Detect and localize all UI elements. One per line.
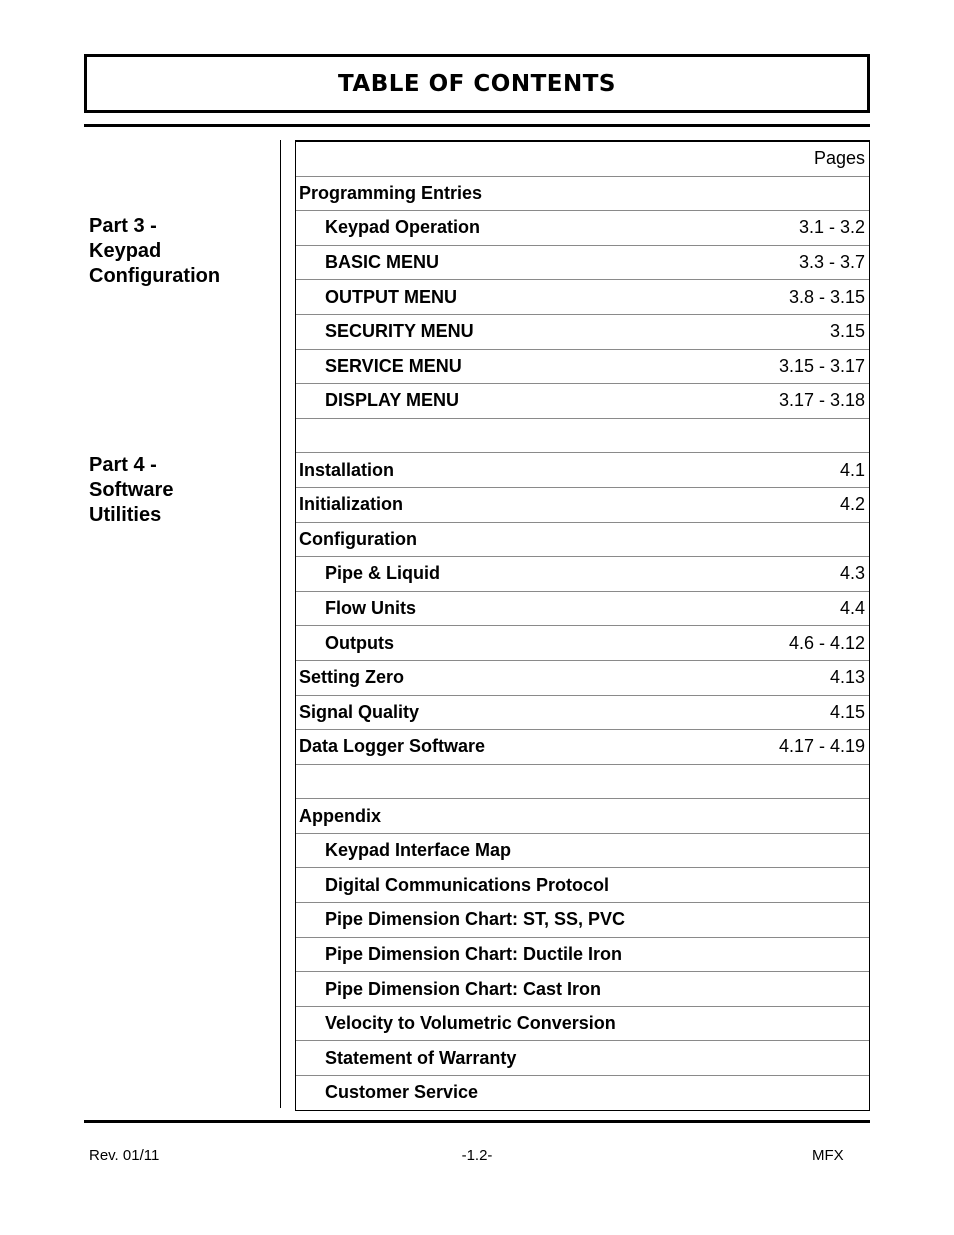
part-4-heading: [89, 453, 173, 528]
toc-entry-pages: 4.13: [829, 667, 865, 688]
toc-entry-pages: 3.17 - 3.18: [778, 390, 865, 411]
toc-entry-label: BASIC MENU: [325, 252, 440, 273]
toc-row: [296, 868, 869, 903]
toc-entry-pages: 3.15: [829, 321, 865, 342]
toc-row: [296, 972, 869, 1007]
toc-entry-label: Pipe Dimension Chart: Cast Iron: [325, 978, 602, 999]
toc-row: [296, 211, 869, 246]
toc-entry-label: Programming Entries: [299, 182, 483, 203]
page-title: TABLE OF CONTENTS: [338, 70, 616, 97]
toc-entry-pages: 4.4: [839, 598, 865, 619]
toc-entry-label: Outputs: [325, 632, 394, 653]
toc-row: [296, 696, 869, 731]
footer-product: MFX: [812, 1147, 844, 1164]
toc-row: [296, 661, 869, 696]
toc-row: [296, 1041, 869, 1076]
toc-entry-pages: 3.15 - 3.17: [778, 355, 865, 376]
toc-entry-pages: 4.15: [829, 701, 865, 722]
toc-entry-label: Data Logger Software: [299, 736, 486, 757]
toc-entry-pages: 4.17 - 4.19: [778, 736, 865, 757]
toc-row: [296, 453, 869, 488]
part-4-line: Utilities: [89, 504, 162, 526]
toc-row: [296, 488, 869, 523]
toc-entry-label: Setting Zero: [299, 667, 405, 688]
part-3-line: Part 3 -: [89, 215, 157, 237]
top-rule: [84, 124, 870, 127]
toc-row: [296, 938, 869, 973]
toc-entry-label: Digital Communications Protocol: [325, 874, 610, 895]
toc-row: [296, 1007, 869, 1042]
toc-entry-label: SECURITY MENU: [325, 321, 474, 342]
toc-row: [296, 523, 869, 558]
toc-row: [296, 626, 869, 661]
toc-entry-label: Configuration: [299, 528, 417, 549]
toc-entry-label: Keypad Operation: [325, 217, 481, 238]
toc-entry-label: Keypad Interface Map: [325, 840, 512, 861]
toc-entry-pages: 3.8 - 3.15: [788, 286, 865, 307]
toc-entry-label: Customer Service: [325, 1082, 479, 1103]
toc-row: [296, 799, 869, 834]
toc-entry-pages: 4.1: [839, 459, 865, 480]
bottom-rule: [84, 1120, 870, 1123]
toc-entry-pages: 4.3: [839, 563, 865, 584]
toc-entry-label: OUTPUT MENU: [325, 286, 457, 307]
toc-row: [296, 1076, 869, 1111]
toc-row: [296, 384, 869, 419]
part-4-line: Software: [89, 479, 174, 501]
toc-entry-label: Pipe & Liquid: [325, 563, 440, 584]
footer-revision: Rev. 01/11: [89, 1147, 160, 1164]
toc-entry-label: Pipe Dimension Chart: Ductile Iron: [325, 943, 623, 964]
toc-row: [296, 246, 869, 281]
toc-entry-label: Appendix: [299, 805, 382, 826]
title-box: [84, 54, 870, 113]
toc-row: [296, 903, 869, 938]
part-3-line: Configuration: [89, 265, 221, 287]
toc-entry-label: Statement of Warranty: [325, 1047, 517, 1068]
toc-entry-label: Velocity to Volumetric Conversion: [325, 1013, 616, 1034]
toc-row: [296, 592, 869, 627]
pages-header: Pages: [813, 148, 865, 169]
toc-entry-pages: 4.6 - 4.12: [788, 632, 865, 653]
toc-entry-pages: 3.3 - 3.7: [798, 252, 865, 273]
toc-spacer-row: [296, 765, 869, 800]
column-divider: [280, 140, 281, 1108]
toc-row: [296, 177, 869, 212]
part-3-line: Keypad: [89, 240, 162, 262]
toc-entry-label: Installation: [299, 459, 395, 480]
toc-entry-label: DISPLAY MENU: [325, 390, 460, 411]
toc-row: [296, 315, 869, 350]
footer-page-number: -1.2-: [461, 1147, 493, 1164]
toc-row: [296, 280, 869, 315]
toc-entry-pages: 4.2: [839, 494, 865, 515]
toc-entry-label: SERVICE MENU: [325, 355, 462, 376]
toc-spacer-row: [296, 419, 869, 454]
part-3-heading: [89, 214, 220, 289]
toc-row: [296, 730, 869, 765]
toc-entry-label: Flow Units: [325, 598, 416, 619]
part-4-line: Part 4 -: [89, 454, 157, 476]
toc-entry-pages: 3.1 - 3.2: [798, 217, 865, 238]
toc-row: [296, 557, 869, 592]
toc-row: [296, 834, 869, 869]
toc-entry-label: Pipe Dimension Chart: ST, SS, PVC: [325, 909, 626, 930]
toc-entry-label: Initialization: [299, 494, 404, 515]
toc-header-row: [296, 142, 869, 177]
toc-entry-label: Signal Quality: [299, 701, 420, 722]
toc-rows: [295, 142, 870, 1111]
toc-row: [296, 350, 869, 385]
